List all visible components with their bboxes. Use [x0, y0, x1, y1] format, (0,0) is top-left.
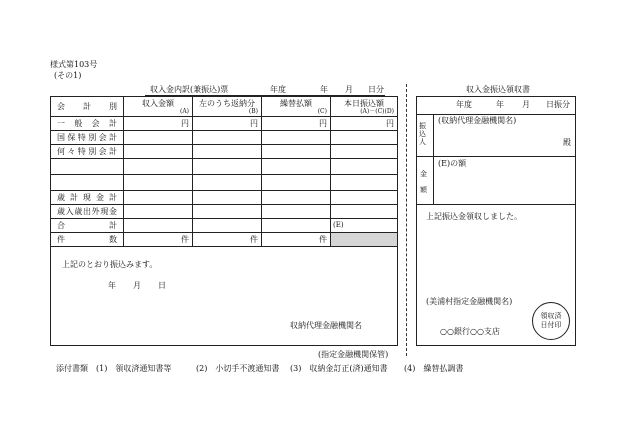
- header-refund: 左のうち返納分 (B): [193, 97, 262, 117]
- table-row: [51, 205, 398, 219]
- cut-line: [406, 84, 407, 356]
- row-label: 歳計現金計: [51, 191, 124, 205]
- yen-cell: 円: [331, 117, 398, 131]
- header-account: 会計別: [51, 97, 124, 117]
- count-gray-cell: [331, 233, 398, 247]
- receipt-line: [416, 204, 575, 205]
- payer-label: 振込人: [419, 122, 426, 146]
- row-label: 歳入歳出外現金: [51, 205, 124, 219]
- count-unit: 件: [262, 233, 331, 247]
- footer-item2: (2) 小切手不渡通知書: [196, 364, 280, 373]
- footer-item3: (3) 収納金訂正(済)通知書: [290, 364, 388, 373]
- receipt-year-label: 年度: [456, 100, 472, 109]
- footer-item1: (1) 領収済通知書等: [96, 364, 172, 373]
- total-label: 合計: [51, 219, 124, 233]
- left-month-label2: 月: [345, 85, 353, 94]
- left-note: 上記のとおり振込みます。: [62, 260, 158, 269]
- total-e: (E): [331, 219, 398, 233]
- table-row: [51, 131, 398, 145]
- payer-agent: (収納代理金融機関名): [438, 116, 517, 125]
- header-today: 本日振込額 (A)－(C)(D): [331, 97, 398, 117]
- receipt-m: 月: [522, 100, 530, 109]
- footer-attached: 添付書類: [56, 364, 88, 373]
- count-label: 件数: [51, 233, 124, 247]
- count-row: [51, 233, 398, 247]
- date-month: 月: [133, 281, 141, 290]
- table-row: [51, 159, 398, 175]
- receipt-line: [416, 156, 575, 157]
- form-part: (その1): [54, 71, 82, 80]
- receipt-note: 上記振込金領収しました。: [426, 212, 522, 221]
- header-income: 収入金額 (A): [124, 97, 193, 117]
- left-month-label: 年: [320, 85, 328, 94]
- table-row: [51, 191, 398, 205]
- footer-item4: (4) 繰替払調書: [404, 364, 464, 373]
- count-unit: 件: [193, 233, 262, 247]
- left-day-label: 日分: [368, 85, 384, 94]
- agent-name: 収納代理金融機関名: [290, 321, 362, 330]
- yen-cell: 円: [124, 117, 193, 131]
- amount-e: (E)の額: [438, 159, 467, 168]
- honorific: 殿: [563, 138, 571, 147]
- bank-label: (美浦村指定金融機関名): [426, 297, 513, 306]
- receipt-line: [416, 114, 575, 115]
- left-year-label: 年度: [270, 85, 286, 94]
- bank-name: ○○銀行○○支店: [440, 327, 500, 336]
- row-label: 何々特別会計: [51, 145, 124, 159]
- amount-label: 金額: [420, 170, 427, 194]
- header-transfer: 繰替払額 (C): [262, 97, 331, 117]
- row-label: 一般会計: [51, 117, 124, 131]
- total-row: [51, 219, 398, 233]
- receipt-y: 年: [496, 100, 504, 109]
- row-label: 国保特別会計: [51, 131, 124, 145]
- designated-label: (指定金融機関保管): [318, 350, 389, 359]
- table-row: [51, 175, 398, 191]
- date-day: 日: [158, 281, 166, 290]
- receipt-vline: [433, 114, 434, 204]
- receipt-stamp: 領収済 日付印: [532, 302, 570, 340]
- date-year: 年: [108, 281, 116, 290]
- table-row: [51, 117, 398, 131]
- receipt-d: 日振分: [546, 100, 570, 109]
- receipt-title: 収入金振込領収書: [466, 85, 530, 94]
- table-row: [51, 145, 398, 159]
- yen-cell: 円: [262, 117, 331, 131]
- income-breakdown-table: [50, 96, 398, 247]
- form-number: 様式第103号: [50, 60, 98, 69]
- left-title: 収入金内訳(兼振込)票: [150, 85, 229, 94]
- count-unit: 件: [124, 233, 193, 247]
- yen-cell: 円: [193, 117, 262, 131]
